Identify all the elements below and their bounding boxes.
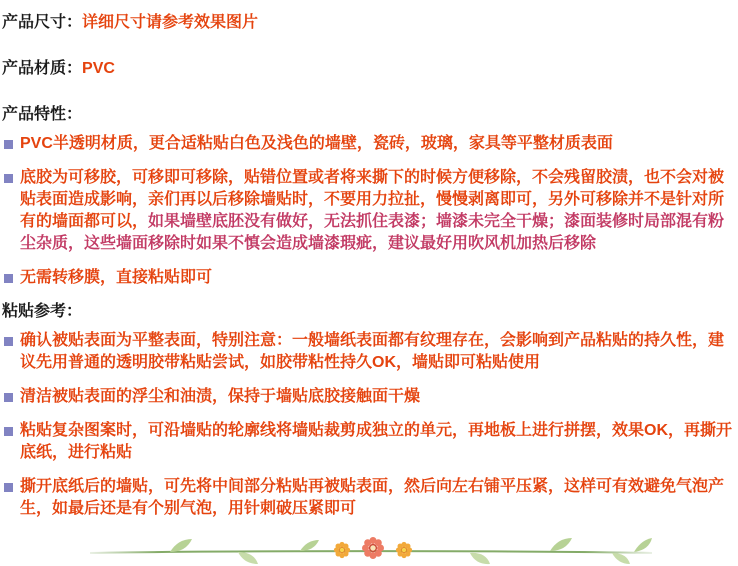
section-title-features: 产品特性： xyxy=(2,106,83,123)
bullet-square-icon xyxy=(4,274,13,283)
bullet-square-icon xyxy=(4,393,13,402)
removable-glue-orange-text: 底胶为可移胶，可移即可移除，贴错位置或者将来撕下的时候方便移除，不会残留胶渍，也不会对被贴表面造成影响，亲们再以后移除墙贴时，不要用力拉扯，慢慢剥离即可，另外可移除并不是针对所有的墙面都可以， xyxy=(20,169,725,230)
small-flower-left-icon xyxy=(334,542,350,558)
small-flower-right-icon xyxy=(396,542,412,558)
bullet-square-icon xyxy=(4,483,13,492)
spec-row-size xyxy=(2,12,736,34)
feature-bullet-no-transfer-film-text: 无需转移膜，直接粘贴即可 xyxy=(20,269,213,286)
section-title-paste-reference: 粘贴参考： xyxy=(2,303,83,320)
feature-bullet-removable-glue-text xyxy=(20,167,736,255)
spec-material-label: 产品材质： xyxy=(2,60,83,77)
bullet-square-icon xyxy=(4,140,13,149)
paste-bullet-surface-check xyxy=(2,330,736,374)
spec-size-value: 详细尺寸请参考效果图片 xyxy=(82,14,259,31)
spec-size-label: 产品尺寸： xyxy=(2,14,83,31)
spec-row-material xyxy=(2,58,736,80)
paste-bullet-clean-surface-text: 清洁被贴表面的浮尘和油渍，保持于墙贴底胶接触面干燥 xyxy=(20,388,421,405)
paste-bullet-clean-surface xyxy=(2,386,736,408)
bullet-square-icon xyxy=(4,174,13,183)
feature-bullet-no-transfer-film xyxy=(2,267,736,289)
paste-bullet-surface-check-text: 确认被贴表面为平整表面，特别注意：一般墙纸表面都有纹理存在，会影响到产品粘贴的持久性，建议先用普通的透明胶带粘贴尝试，如胶带粘性持久OK，墙贴即可粘贴使用 xyxy=(20,332,725,371)
paste-bullet-complex-pattern-text: 粘贴复杂图案时，可沿墙贴的轮廓线将墙贴裁剪成独立的单元，再地板上进行拼摆，效果OK，再撕开底纸，进行粘贴 xyxy=(20,422,733,461)
flower-divider xyxy=(2,534,738,566)
paste-bullet-complex-pattern xyxy=(2,420,736,464)
paste-bullet-apply-center-first xyxy=(2,476,736,520)
feature-bullet-material xyxy=(2,133,736,155)
big-flower-center-icon xyxy=(362,537,384,559)
bullet-square-icon xyxy=(4,337,13,346)
flower-divider-graphic xyxy=(88,534,654,566)
bullet-square-icon xyxy=(4,427,13,436)
removable-glue-warning-text: 如果墙壁底胚没有做好，无法抓住表漆；墙漆未完全干燥；漆面装修时局部混有粉尘杂质，这些墙面移除时如果不慎会造成墙漆瑕疵，建议最好用吹风机加热后移除 xyxy=(20,213,725,252)
paste-bullet-apply-center-first-text: 撕开底纸后的墙贴，可先将中间部分粘贴再被贴表面，然后向左右铺平压紧，这样可有效避免气泡产生，如最后还是有个别气泡，用针刺破压紧即可 xyxy=(20,478,725,517)
feature-bullet-removable-glue xyxy=(2,167,736,255)
feature-bullet-material-text: PVC半透明材质，更合适粘贴白色及浅色的墙壁，瓷砖，玻璃，家具等平整材质表面 xyxy=(20,135,613,152)
spec-material-value: PVC xyxy=(82,60,115,77)
